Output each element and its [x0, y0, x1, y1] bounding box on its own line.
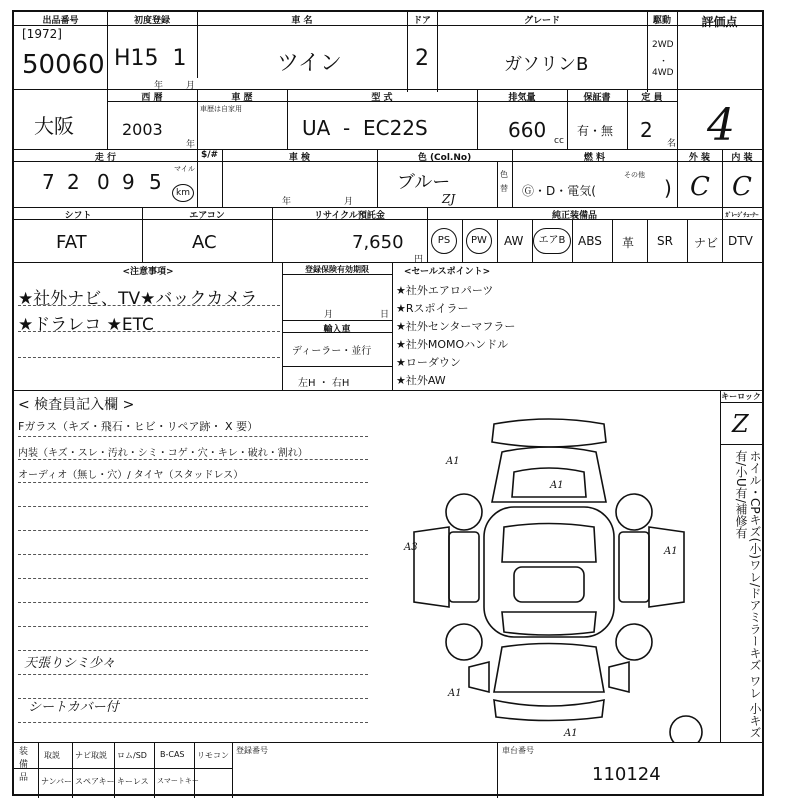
reg-number-label: 登録番号: [236, 746, 268, 755]
mile-label: マイル: [174, 165, 195, 173]
equip-airbag: [533, 228, 571, 254]
color-code: ZJ: [442, 192, 456, 206]
shift-value: FAT: [56, 232, 87, 253]
mileage-digit-1: 7: [42, 170, 55, 194]
lot-no-label: 出品番号: [42, 16, 79, 26]
footer-navi-manual: ナビ取説: [75, 751, 107, 760]
handwritten-note-seatcover: シートカバー付: [28, 700, 119, 715]
mileage-digit-3: 0: [97, 170, 110, 194]
grade-label: グレード: [523, 16, 560, 26]
car-damage-diagram: [374, 412, 714, 742]
capacity-value: 2: [640, 118, 653, 142]
drive-separator: ・: [659, 57, 669, 67]
damage-mark-2: A1: [550, 480, 564, 491]
equip-aw: AW: [504, 234, 524, 248]
interior-label: 内 装: [731, 153, 753, 163]
region-value: 大阪: [34, 114, 74, 138]
equip-airbag-circle: エアB: [533, 228, 571, 254]
first-reg-value: H15 1: [114, 46, 187, 71]
first-reg-label: 初度登録: [133, 16, 170, 26]
history-note: 車歴は自家用: [200, 105, 242, 113]
lot-sub-number: [1972]: [22, 27, 62, 41]
displacement-label: 排気量: [508, 93, 536, 103]
inspector-line-audio: オーディオ（無し・穴）/ タイヤ（スタッドレス）: [18, 470, 244, 481]
equip-pw-circle: PW: [466, 228, 492, 254]
footer-keyless: キーレス: [117, 777, 149, 786]
equip-ps-circle: PS: [431, 228, 457, 254]
lot-number: 50060: [22, 50, 105, 80]
notes-line-1: ★社外ナビ、TV★バックカメラ: [18, 289, 258, 309]
score-value: 4: [707, 100, 735, 151]
mileage-digit-2: 2: [67, 170, 80, 194]
handwritten-note-ceiling: 天張りシミ少々: [24, 656, 116, 671]
notes-line-2: ★ドラレコ ★ETC: [18, 315, 154, 335]
equip-pw: [466, 228, 492, 254]
inspect-month-mark: 月: [344, 197, 354, 207]
frame-number-label: 車台番号: [502, 746, 534, 755]
car-name-value: ツイン: [277, 51, 342, 76]
steering-value: 左H ・ 右H: [298, 378, 350, 389]
inspect-label: 車 検: [288, 153, 311, 163]
inspector-label: < 検査員記入欄 >: [18, 397, 135, 413]
car-name-label: 車 名: [291, 16, 313, 26]
keylock-label: キーロック: [721, 392, 761, 401]
capacity-label: 定 員: [641, 93, 663, 103]
footer-remote: リモコン: [197, 751, 229, 760]
footer-spare-key: スペアキー: [75, 777, 115, 786]
fuel-close-paren: ): [664, 176, 672, 200]
wheel-mirror-legend: ホイル・CPキズ(小)ワレ/ドアミラーキズ ワレ 小キズ有/小U有/補修有: [734, 450, 762, 739]
equip-sr: SR: [657, 234, 673, 248]
color-change-label: 色替: [500, 170, 508, 193]
footer-smart-key: スマートキー: [157, 777, 199, 785]
recycle-yen: 円: [414, 255, 424, 265]
selling-point-3: ★社外センターマフラー: [396, 320, 516, 333]
km-circle: km: [172, 184, 194, 202]
selling-point-4: ★社外MOMOハンドル: [396, 338, 509, 351]
garage-tuner-label: ｶﾞﾚｰｼﾞﾁｭｰﾅｰ: [725, 212, 759, 219]
shift-label: シフト: [64, 211, 92, 221]
western-year-mark: 年: [186, 140, 196, 150]
recycle-value: 7,650: [352, 232, 404, 253]
footer-rom-sd: ロム/SD: [117, 751, 147, 760]
western-year-label: 西 暦: [141, 93, 163, 103]
damage-mark-6: A1: [564, 728, 578, 739]
equipment-label: 純正装備品: [551, 211, 597, 221]
import-value: ディーラー・並行: [292, 346, 372, 357]
drive-2wd: 2WD: [652, 40, 674, 50]
footer-number: ナンバー: [41, 777, 73, 786]
selling-point-2: ★Rスポイラー: [396, 302, 469, 315]
capacity-unit: 名: [667, 139, 677, 149]
displacement-unit: cc: [554, 136, 564, 146]
interior-value: C: [732, 172, 752, 202]
exterior-value: C: [690, 172, 710, 202]
reg-month: 月: [324, 310, 334, 320]
color-value: ブルー: [397, 172, 451, 193]
equipment-col-label: 装備品: [19, 747, 29, 783]
door-value: 2: [415, 46, 429, 71]
reg-insurance-label: 登録保険有効期限: [305, 265, 369, 274]
grade-value: ガソリンB: [504, 54, 589, 75]
aircon-value: AC: [192, 232, 217, 253]
color-label: 色 (Col.No): [417, 153, 472, 163]
equip-leather: 革: [622, 236, 635, 250]
damage-mark-1: A1: [446, 456, 460, 467]
warranty-value: 有・無: [577, 124, 614, 138]
western-year-value: 2003: [122, 120, 163, 139]
inspector-line-interior: 内装（キズ・スレ・汚れ・シミ・コゲ・穴・キレ・破れ・割れ）: [18, 448, 308, 459]
fuel-other-label: その他: [624, 171, 645, 179]
equip-navi: ナビ: [694, 236, 719, 250]
reg-day: 日: [380, 310, 390, 320]
frame-number-value: 110124: [592, 764, 661, 785]
selling-point-6: ★社外AW: [396, 374, 446, 387]
selling-point-1: ★社外エアロパーツ: [396, 284, 494, 297]
history-label: 車 歴: [231, 93, 253, 103]
recycle-label: リサイクル預託金: [314, 211, 385, 221]
damage-mark-3: A3: [404, 542, 418, 553]
notes-label: <注意事項>: [122, 267, 174, 277]
damage-mark-4: A1: [664, 546, 678, 557]
inspector-line-glass: Fガラス（キズ・飛石・ヒビ・リペア跡・ X 要）: [18, 420, 259, 433]
fuel-value: Ⓖ・D・電気(: [522, 184, 596, 198]
mileage-label: 走 行: [94, 153, 117, 163]
displacement-value: 660: [508, 118, 547, 142]
exterior-label: 外 装: [688, 153, 711, 163]
equip-dtv: DTV: [728, 234, 753, 248]
footer-manual: 取説: [44, 751, 60, 760]
drive-label: 駆動: [652, 16, 671, 26]
mileage-digit-5: 5: [149, 170, 162, 194]
footer-bcas: B-CAS: [160, 750, 185, 759]
door-label: ドア: [413, 16, 431, 26]
aircon-label: エアコン: [189, 211, 225, 221]
inspect-year-mark: 年: [282, 197, 292, 207]
equip-ps: [431, 228, 457, 254]
warranty-label: 保証書: [583, 93, 611, 103]
km-label: [172, 180, 194, 202]
score-label: 評価点: [701, 15, 738, 29]
fuel-label: 燃 料: [583, 153, 606, 163]
first-reg-month-mark: 月: [186, 81, 196, 91]
damage-mark-5: A1: [448, 688, 462, 699]
selling-point-5: ★ローダウン: [396, 356, 461, 369]
sd-label: $/#: [200, 150, 219, 160]
import-label: 輸入車: [323, 325, 351, 335]
equip-abs: ABS: [578, 234, 602, 248]
auction-sheet: [12, 10, 764, 796]
mileage-digit-4: 9: [122, 170, 135, 194]
selling-points-label: <セールスポイント>: [403, 267, 491, 277]
keylock-value: Z: [732, 410, 749, 438]
model-value: UA - EC22S: [302, 116, 428, 140]
first-reg-year-mark: 年: [154, 81, 164, 91]
drive-4wd: 4WD: [652, 68, 674, 78]
model-label: 型 式: [371, 93, 393, 103]
